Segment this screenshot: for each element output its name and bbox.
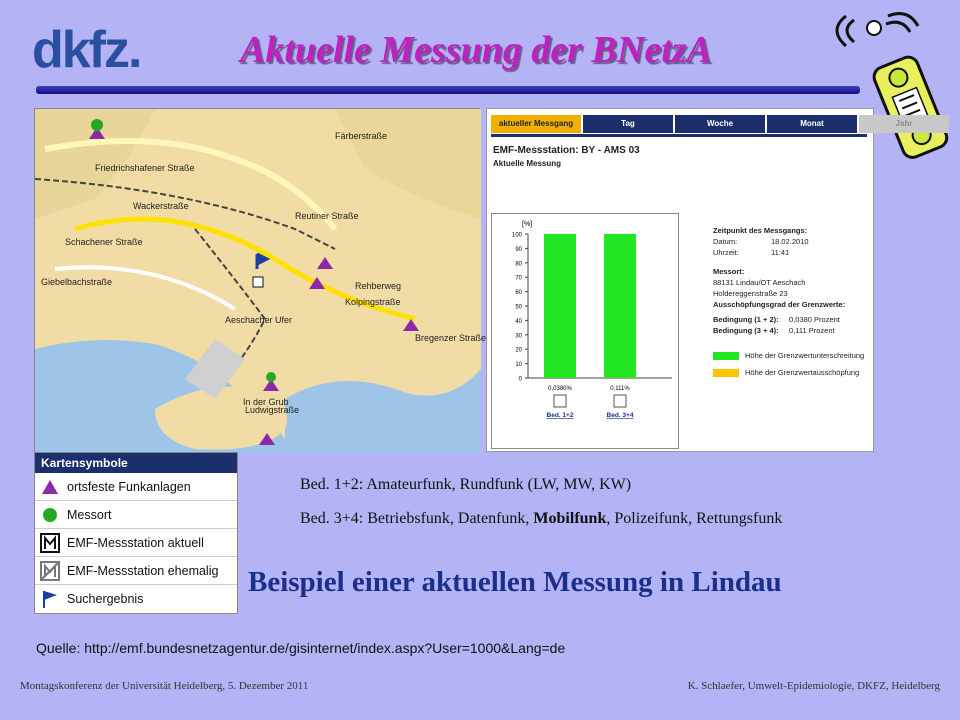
station-current-icon: [39, 532, 61, 554]
symbol-row-messort: [35, 501, 237, 529]
legend-yellow-swatch: [713, 369, 739, 377]
street-label-bregenzer-strasse: Bregenzer Straße: [415, 333, 487, 343]
y-tick-label: 90: [515, 246, 522, 253]
bed12-value: 0,0380 Prozent: [789, 315, 840, 324]
zeitpunkt-heading: Zeitpunkt des Messgangs:: [713, 226, 808, 235]
messort-line2: Holdereggenstraße 23: [713, 289, 788, 298]
legend-green-swatch: [713, 352, 739, 360]
legend-yellow: [713, 367, 873, 378]
y-tick-label: 30: [515, 333, 522, 340]
datum-label: Datum:: [713, 237, 738, 246]
map-canvas: [35, 109, 487, 453]
messort-heading: Messort:: [713, 267, 745, 276]
y-axis-label: [%]: [522, 221, 533, 228]
x-category-link: Bed. 1+2: [546, 412, 574, 419]
street-label-faerberstrasse: Färberstraße: [335, 131, 388, 141]
street-label-in-der-grub: In der Grub: [243, 397, 289, 407]
bed34-value: 0,111 Prozent: [789, 326, 835, 335]
panel-rule: [491, 134, 867, 137]
measurement-panel: [486, 108, 913, 452]
title-rule: [36, 86, 860, 94]
source-url: Quelle: http://emf.bundesnetzagentur.de/gisinternet/index.aspx?User=1000&Lang=de: [36, 640, 566, 656]
y-tick-label: 60: [515, 290, 522, 297]
uhrzeit-value: 11:41: [771, 248, 790, 257]
symbol-label: Suchergebnis: [67, 592, 144, 606]
street-label-reutiner: Reutiner Straße: [295, 211, 359, 221]
street-label-schachener-strasse: Schachener Straße: [65, 237, 143, 247]
y-tick-label: 70: [515, 275, 522, 282]
period-tabs: [491, 115, 949, 133]
tab-monat[interactable]: Monat: [767, 115, 857, 133]
station-former-icon: [39, 560, 61, 582]
y-tick-label: 40: [515, 318, 522, 325]
bar-chart: [491, 213, 679, 449]
datum-value: 18.02.2010: [771, 237, 809, 246]
street-label-ludwigstrasse: Ludwigstraße: [245, 405, 300, 415]
uhrzeit-label: Uhrzeit:: [713, 248, 739, 257]
street-label-giebelbachstrasse: Giebelbachstraße: [41, 277, 113, 287]
bed34-description: [300, 510, 782, 528]
bed12-description: Bed. 1+2: Amateurfunk, Rundfunk (LW, MW, KW): [300, 476, 632, 493]
footer-left: Montagskonferenz der Universität Heidelberg, 5. Dezember 2011: [20, 680, 309, 692]
y-tick-label: 0: [518, 376, 522, 383]
bed34-prefix: Bed. 3+4: Betriebsfunk, Datenfunk,: [300, 510, 534, 527]
symbol-row-funkanlagen: [35, 473, 237, 501]
measurement-info: [713, 225, 873, 378]
blue-flag-icon: [39, 588, 61, 610]
map-symbols-legend: [34, 452, 238, 614]
legend-green: [713, 350, 873, 361]
dkfz-logo: dkfz.: [32, 21, 141, 79]
station-subtitle: Aktuelle Messung: [493, 159, 562, 168]
symbol-label: Messort: [67, 507, 112, 522]
x-category-link: Bed. 3+4: [606, 412, 634, 419]
tab-tag[interactable]: Tag: [583, 115, 673, 133]
tab-aktueller-messgang[interactable]: aktueller Messgang: [491, 115, 581, 133]
example-heading: Beispiel einer aktuellen Messung in Lindau: [248, 566, 782, 598]
symbol-label: EMF-Messstation aktuell: [67, 535, 204, 550]
street-label-aeschacher-ufer: Aeschacher Ufer: [225, 315, 293, 325]
station-title: EMF-Messstation: BY - AMS 03: [493, 145, 640, 156]
street-label-friedrichshafener: Friedrichshafener Straße: [95, 163, 195, 173]
symbol-row-suchergebnis: [35, 585, 237, 613]
purple-triangle-icon: [39, 476, 61, 498]
messort-line1: 88131 Lindau/OT Aeschach: [713, 278, 806, 287]
y-tick-label: 10: [515, 362, 522, 369]
bed34-label: Bedingung (3 + 4):: [713, 326, 779, 335]
legend-yellow-label: Höhe der Grenzwertausschöpfung: [745, 368, 860, 377]
symbol-row-station-aktuell: [35, 529, 237, 557]
street-label-wackerstrasse: Wackerstraße: [133, 201, 189, 211]
symbols-title: Kartensymbole: [35, 453, 237, 473]
symbol-row-station-ehemalig: [35, 557, 237, 585]
bar-value-label: 0,0380%: [548, 386, 572, 392]
chart-svg: [492, 214, 680, 450]
bar-detail-icon: [554, 395, 566, 407]
bar-detail-icon: [614, 395, 626, 407]
tab-woche[interactable]: Woche: [675, 115, 765, 133]
tab-jahr: Jahr: [859, 115, 949, 133]
ausschoepfung-heading: Ausschöpfungsgrad der Grenzwerte:: [713, 300, 846, 309]
footer-right: K. Schlaefer, Umwelt-Epidemiologie, DKFZ, Heidelberg: [687, 680, 940, 692]
bed12-label: Bedingung (1 + 2):: [713, 315, 779, 324]
bed34-suffix: , Polizeifunk, Rettungsfunk: [606, 510, 783, 527]
y-tick-label: 50: [515, 304, 522, 311]
y-tick-label: 20: [515, 347, 522, 354]
symbol-label: ortsfeste Funkanlagen: [67, 479, 191, 494]
lindau-map[interactable]: [34, 108, 487, 452]
street-label-rehberweg: Rehberweg: [355, 281, 402, 291]
bar-segment: [604, 234, 636, 378]
green-dot-icon: [39, 504, 61, 526]
symbol-label: EMF-Messstation ehemalig: [67, 563, 219, 578]
y-tick-label: 100: [511, 232, 522, 239]
bed34-highlight: Mobilfunk: [533, 510, 607, 527]
street-label-kolpingstrasse: Kolpingstraße: [345, 297, 401, 307]
slide-title: Aktuelle Messung der BNetzA: [240, 29, 712, 71]
y-tick-label: 80: [515, 261, 522, 268]
bar-value-label: 0,111%: [610, 386, 630, 392]
bar-segment: [544, 234, 576, 378]
legend-green-label: Höhe der Grenzwertunterschreitung: [745, 351, 865, 360]
